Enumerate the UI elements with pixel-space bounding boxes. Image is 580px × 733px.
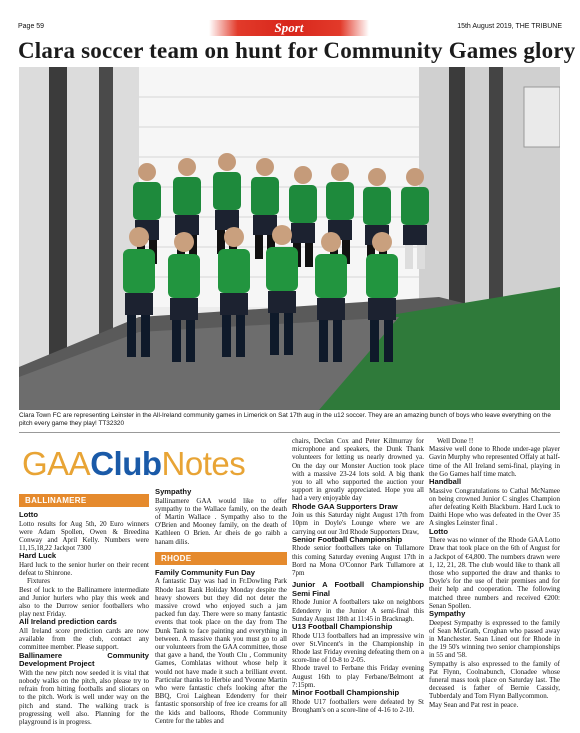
paragraph: Hard luck to the senior hurler on their recent defeat to Shinrone.	[19, 561, 149, 578]
section-label: Sport	[274, 20, 304, 35]
page-header	[0, 0, 580, 38]
paragraph: Massive well done to Rhode under-age player Gavin Murphy who represented Offaly at half-time of the All Ireland semi-final, playing in the Go Games half time match.	[429, 445, 560, 478]
column-3	[292, 437, 424, 714]
paragraph: Deepest Sympathy is expressed to the family of Sean McGrath, Croghan who passed away in Manchester. Sean Lined out for Rhode in the 19 50's winning two senior championships in 55 and '58.	[429, 618, 560, 660]
subhead: Sympathy	[429, 609, 466, 619]
paragraph: Rhode senior footballers take on Tullamore this coming Saturday evening August 17th in Bord na Mona O'Connor Park Tullamore at 7pm	[292, 544, 424, 578]
subhead: Minor Football Championship	[292, 688, 400, 698]
gaa-club-notes-masthead: GAAClubNotes	[22, 445, 246, 482]
page-number: Page 59	[18, 23, 45, 30]
section-banner	[209, 20, 369, 36]
paragraph: Lotto results for Aug 5th, 20 Euro winners were Adam Spollen, Owen & Breedina Conway and April Kelly. Numbers were 11,15,18,22 Jackpot 7300	[19, 519, 149, 553]
column-1	[19, 492, 149, 726]
team-photo	[19, 67, 560, 410]
paragraph: Rhode travel to Ferbane this Friday evening August 16th to play Ferbane/Belmont at 7:15pm.	[292, 664, 424, 689]
subhead: Lotto	[429, 526, 448, 536]
subhead: U13 Football Championship	[292, 622, 393, 632]
paragraph: Rhode U17 footballers were defeated by St Brougham's on a score-line of 4-16 to 2-10.	[292, 697, 424, 714]
column-2	[155, 488, 287, 725]
paragraph: Rhode Junior A footballers take on neighbors Edenderry in the Junior A semi-final this Sunday August 18th at 11:45 in Bracknagh.	[292, 598, 424, 623]
subhead: Sympathy	[155, 487, 192, 496]
paragraph: Well Done !!	[437, 437, 474, 445]
paragraph: Ballinamere GAA would like to offer sympathy to the Wallace family, on the death of Martin Wallace . Sympathy also to the O'Brien and Mooney family, on the death of Kathleen O Brien. Ar dheis de go raibh a hanam dilis.	[155, 496, 287, 546]
column-4	[429, 437, 560, 709]
subhead: Rhode GAA Supporters Draw	[292, 501, 398, 511]
club-band-rhode: RHODE	[155, 552, 287, 565]
paragraph: There was no winner of the Rhode GAA Lotto Draw that took place on the 6th of August for a Jackpot of €4,800. The numbers drawn were 1, 12, 21, 28. The club would like to thank all those who supported the draw and thanks to Doyle's for the use of their premises and for their help and cooperation. The following matched three numbers and received €200: Senan Spollen.	[429, 536, 560, 610]
team-photo-illustration	[19, 67, 560, 410]
club-band-ballinamere: BALLINAMERE	[19, 494, 149, 507]
divider	[19, 432, 560, 433]
photo-caption: Clara Town FC are representing Leinster in the All-Ireland community games in Limerick on Sat 17th aug in the u12 soccer. They are an amazing bunch of boys who leave everything on the pitch every game they play! TT32320	[19, 412, 551, 427]
paragraph: Massive Congratulations to Cathal McNamee on being crowned Junior C singles Champion after defeating Keith Blackburn. Hard Luck to Daithi Hope who was defeated in the Over 35 A singles Leinster final .	[429, 486, 560, 528]
paragraph: chairs, Declan Cox and Peter Kilmurray for microphone and speakers, the Dunk Thank volunteers for letting us nearly drowned ya. On the day our Monster Auction took place with a massive 23-24 lots sold. A big thank you to all who supported the auction your support in greatly appreciated. Hope you all had a very enjoyable day	[292, 437, 424, 503]
paragraph: May Sean and Pat rest in peace.	[429, 700, 519, 709]
paragraph: Rhode U13 footballers had an impressive win over St.Vincent's in the Championship in Rhode last Friday evening defeating them on a score-line of 10-8 to 2-05.	[292, 631, 424, 665]
paragraph: All Ireland score prediction cards are now available from the club, contact any committee member. Please support.	[19, 627, 149, 652]
subhead: Hard Luck	[19, 551, 57, 561]
subhead: Junior A Football Championship Semi Final	[292, 580, 424, 598]
paragraph: Best of luck to the Ballinamere intermediate and Junior hurlers who play this week and also to the Durrow senior footballers who play next Friday.	[19, 585, 149, 619]
paragraph: With the new pitch now seeded it is vital that nobody walks on the pitch, also please try to refrain from hitting footballs and sliotars on to the pitch. Work is well under way on the pitch and stand. The walking track is progressing well also. Planning for the playground is in progress.	[19, 668, 149, 727]
subhead: Handball	[429, 477, 462, 487]
paragraph-label: Fixtures	[27, 577, 50, 586]
article-headline: Clara soccer team on hunt for Community Games glory	[18, 38, 576, 63]
subhead: All Ireland prediction cards	[19, 617, 117, 627]
subhead: Lotto	[19, 510, 38, 519]
paragraph: A fantastic Day was had in Fr.Dowling Park Rhode last Bank Holiday Monday despite the heavy showers but they did not deter the massive crowd who enjoyed such a jam packed fun day. There were so many fantastic events that took place on the day from The Dunk Tank to face painting and everything in between. A massive thank you must go to all our volunteers from the GAA committee, those that gave a hand, the Youth Clu , Community Games, Comhlatas without whose help it would not have made it such a brilliant event. Particular thanks to Herbie and Yvonne Martin who were fantastic chefs looking after the BBQ, Croi Laighean Edenderry for their fantastic sponsorship of free ice creams for all the kids and balloons, Rhode Community Centre for the tables and	[155, 577, 287, 725]
paragraph: Join us this Saturday night August 17th from 10pm in Doyle's Lounge where we are carrying out our 3rd Rhode Supporters Draw,	[292, 511, 424, 536]
paragraph: Sympathy is also expressed to the family of Pat Flynn, Coolnabunch, Clonadee whose funeral mass took place on Saturday last. The deceased is father of Bernie Cassidy, Tubberdaly and Tom Flynn Ballycommon.	[429, 659, 560, 701]
subhead: Family Community Fun Day	[155, 567, 255, 577]
dateline: 15th August 2019, THE TRIBUNE	[457, 23, 562, 30]
subhead: Senior Football Championship	[292, 534, 403, 544]
subhead: Ballinamere Community Development Project	[19, 650, 149, 669]
